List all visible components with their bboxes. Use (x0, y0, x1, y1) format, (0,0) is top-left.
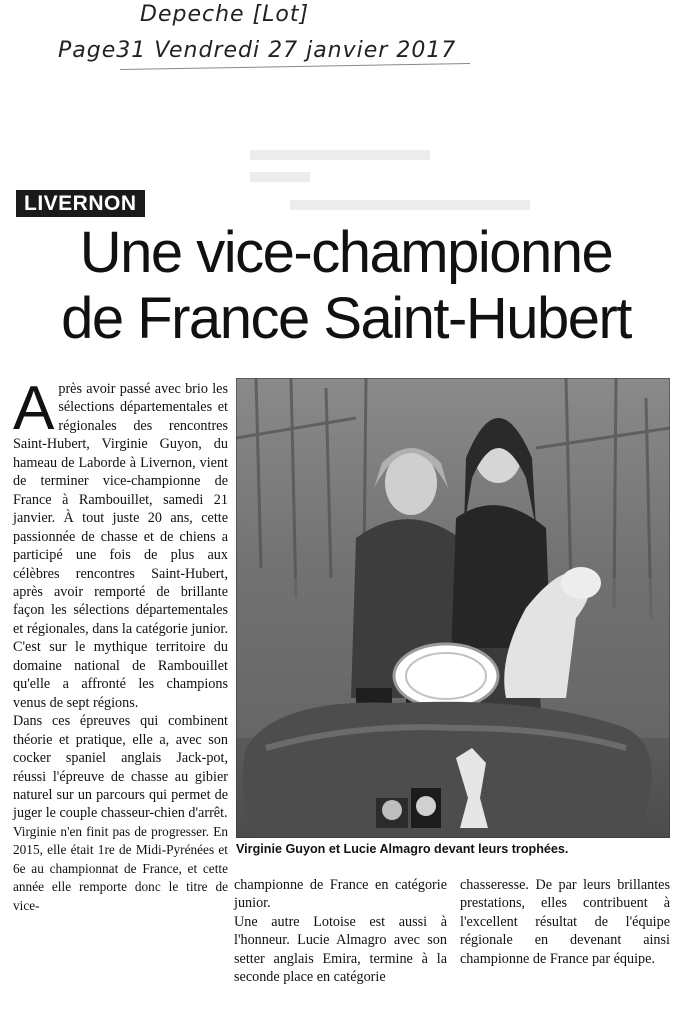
drop-cap: A (13, 374, 55, 443)
bleed-through-text (250, 60, 680, 230)
article-paragraph: Dans ces épreuves qui combinent théorie et pratique, elle a, avec son cocker spaniel anglais Jack-pot, réussi l'épreuve de chasse au gibier naturel sur un parcours qui permet de juger le couple chasseur-chien d'arrêt. (13, 713, 228, 822)
headline (12, 220, 680, 352)
article-column-1 (13, 374, 228, 915)
article-photo (236, 378, 670, 838)
photo-caption: Virginie Guyon et Lucie Almagro devant leurs trophées. (236, 842, 569, 856)
handwritten-date-note: Page31 Vendredi 27 janvier 2017 (58, 38, 457, 63)
article-paragraph: Une autre Lotoise est aussi à l'honneur. Lucie Almagro avec son setter anglais Emira, termine à la seconde place en catégorie (234, 913, 447, 986)
article-paragraph: chasseresse. De par leurs brillantes prestations, elles contribuent à l'excellent résultat de l'équipe régionale en devenant ainsi championne de France par équipe. (460, 877, 670, 967)
article-paragraph: Virginie n'en finit pas de progresser. En 2015, elle était 1re de Midi-Pyrénées et 6e au championnat de France, et cette année elle remporte donc le titre de vice- (13, 823, 228, 913)
headline-line-2: de France Saint-Hubert (61, 286, 631, 351)
paragraph-text: près avoir passé avec brio les sélections départementales et régionales des rencontres Saint-Hubert, Virginie Guyon, du hameau de Laborde à Livernon, vient de terminer vice-championne de France à Rambouillet, samedi 21 janvier. À tout juste 20 ans, cette passionnée de chasse et de chiens a participé une fois de plus aux célèbres rencontres Saint-Hubert, après avoir remporté de brillante façon les sélections départementales et régionales, dans la catégorie junior. C'est sur le mythique territoire du domaine national de Rambouillet qu'elle a affronté les champions venus de sept régions. (13, 381, 228, 711)
article-column-2 (234, 876, 447, 987)
article-column-3 (460, 876, 670, 968)
article-paragraph (13, 374, 228, 712)
headline-line-1: Une vice-championne (79, 220, 613, 285)
article-paragraph: championne de France en catégorie junior. (234, 877, 447, 912)
handwritten-source-note: Depeche [Lot] (140, 2, 310, 27)
section-kicker: LIVERNON (16, 190, 145, 217)
